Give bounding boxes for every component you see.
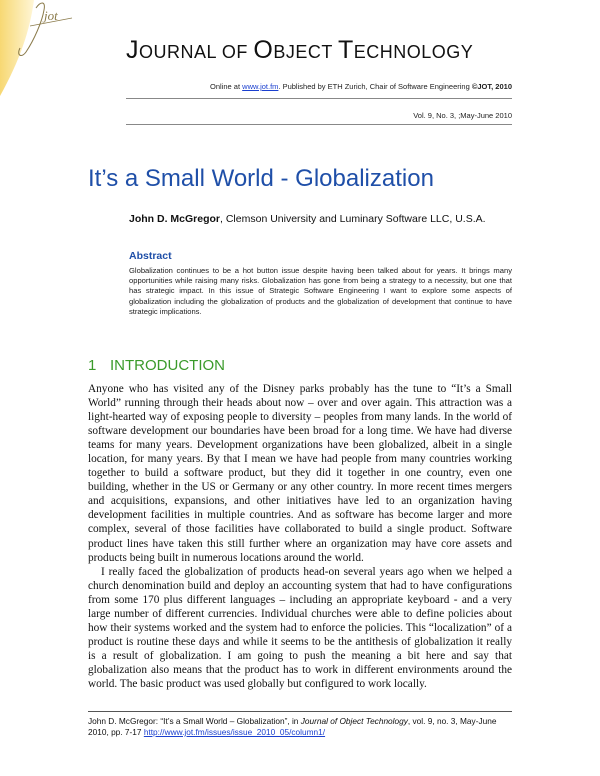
section-number: 1	[88, 357, 97, 374]
journal-title: JOURNAL OF OBJECT TECHNOLOGY	[126, 36, 474, 64]
svg-text:jot: jot	[44, 8, 58, 23]
article-link[interactable]: http://www.jot.fm/issues/issue_2010_05/column1/	[143, 727, 326, 737]
footer-divider	[88, 711, 512, 712]
journal-name: Journal of Object Technology	[300, 716, 408, 726]
publication-info: Online at www.jot.fm. Published by ETH Zurich, Chair of Software Engineering ©JOT, 2010	[210, 82, 512, 91]
journal-website-link[interactable]: www.jot.fm	[242, 82, 279, 91]
section-heading	[88, 357, 225, 374]
volume-info: Vol. 9, No. 3, ;May-June 2010	[413, 111, 512, 120]
citation-footer: John D. McGregor: “It’s a Small World – Globalization”, in Journal of Object Technology, vol. 9, no. 3, May-June 2010, pp. 7-17 http://www.jot.fm/issues/issue_2010_05/column1/	[88, 716, 497, 737]
author-name: John D. McGregor	[129, 213, 221, 225]
author-affiliation: , Clemson University and Luminary Software LLC, U.S.A.	[220, 213, 486, 225]
author-line	[129, 213, 486, 225]
volume-divider	[126, 124, 512, 125]
paragraph: Anyone who has visited any of the Disney parks probably has the tune to “It’s a Small World” running through their heads about now – over and over again. This attraction was a light-hearted way of exposing people to diversity – peoples from many lands. In the world of software development our boundaries have been broad for a long time. We have had diverse teams for many years. Development organizations have been globalized, albeit in a single location, for many years. By that I mean we have had people from many countries working together to build a software product, but they did it together in one country, even one building, whether in the US or Germany or any other country. In more recent times mergers and acquisitions, expansions, and other initiatives have led to an organization having development facilities in multiple countries. And as software has become larger and more complex, several of those facilities have collaborated to build a single product. Software product lines have taken this still further where an organization may have core assets and products being built in numerous locations around the world.	[88, 383, 512, 564]
abstract-text: Globalization continues to be a hot button issue despite having been talked about for years. It brings many opportunities while raising many risks. Globalization has gone from being a strategy to a necessity, but one that has strategic impact. In this issue of Strategic Software Engineering I want to explore some aspects of globalization including the globalization of products and the globalization of development that continue to have strategic implications.	[129, 266, 512, 316]
section-title: INTRODUCTION	[110, 357, 225, 374]
abstract-heading: Abstract	[129, 250, 172, 262]
body-text	[88, 382, 512, 691]
paper-title: It’s a Small World - Globalization	[88, 165, 434, 192]
jot-logo-corner	[0, 0, 74, 96]
paragraph: I really faced the globalization of products head-on several years ago when we helped a church denomination build and deploy an accounting system that had to have configurations from some 170 plus different languages – including an appropriate keyboard - and a very large number of different currencies. Individual churches were able to define policies about how their systems worked and the system had to enforce the policies. This “localization” of a product is routine these days and while it seems to be the antithesis of globalization it really is a result of globalization. I am going to push the meaning a bit here and say that globalization also means that the product has to work in different environments around the world. The basic product was used globally but configured to work locally.	[88, 565, 512, 690]
header-divider	[126, 98, 512, 99]
